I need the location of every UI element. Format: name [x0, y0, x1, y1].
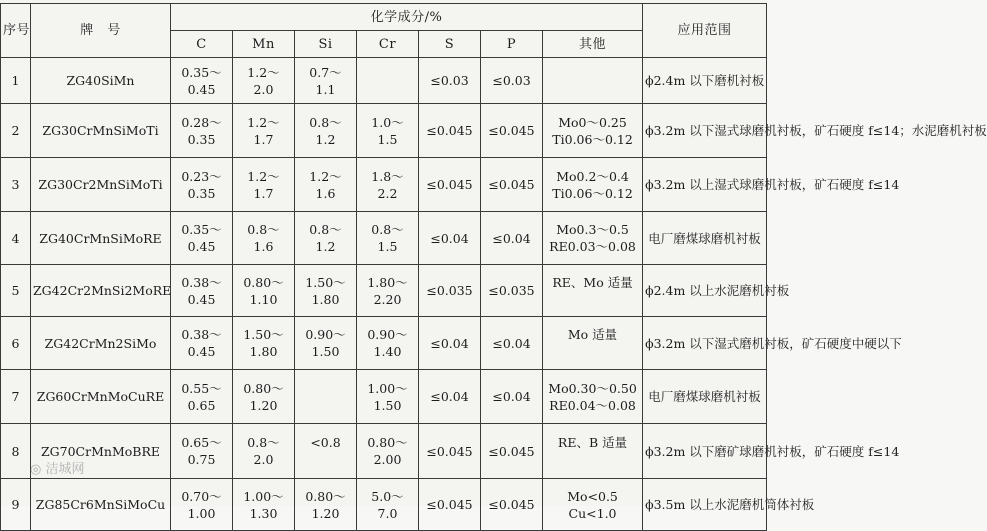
table-row [1, 265, 767, 317]
si-cell-line: <0.8 [310, 435, 341, 450]
mn-cell-line: 0.80～ [243, 274, 284, 290]
grade-cell: ZG40SiMn [31, 58, 171, 104]
si-cell-line: 0.8～ [309, 114, 342, 130]
c-cell [171, 370, 233, 424]
cr-cell-line: 1.40 [373, 344, 402, 359]
header-row-1 [1, 4, 767, 31]
other-cell-line [545, 343, 640, 360]
other-cell [543, 58, 643, 104]
other-cell-line [545, 291, 640, 308]
table-row [1, 58, 767, 104]
cr-cell-line: 0.80～ [367, 435, 408, 450]
si-cell [295, 158, 357, 212]
other-cell-line: RE、B 适量 [557, 435, 628, 450]
mn-cell-line: 1.80 [249, 344, 278, 359]
p-cell: ≤0.035 [481, 265, 543, 317]
alloy-composition-table [0, 3, 987, 531]
s-cell: ≤0.04 [419, 212, 481, 265]
cr-cell-line: 1.80～ [367, 274, 408, 290]
si-cell [295, 212, 357, 265]
si-cell-line: 1.2～ [309, 168, 342, 184]
cr-cell [357, 104, 419, 158]
header-chemical-composition: 化学成分/% [171, 4, 643, 31]
si-cell-line: 0.7～ [309, 64, 342, 80]
c-cell-line: 0.70～ [181, 488, 222, 504]
si-cell [295, 317, 357, 370]
grade-cell: ZG42CrMn2SiMo [31, 317, 171, 370]
other-cell-line: Cu<1.0 [568, 505, 617, 521]
c-cell-line: 0.45 [187, 239, 216, 254]
cr-cell-line: 2.20 [373, 291, 402, 307]
c-cell [171, 317, 233, 370]
other-cell [543, 370, 643, 424]
other-cell-line: Mo0.3～0.5 [556, 222, 629, 237]
application-cell: ϕ3.2m 以上湿式球磨机衬板，矿石硬度 f≤14 [643, 158, 767, 212]
s-cell: ≤0.045 [419, 424, 481, 479]
s-cell: ≤0.045 [419, 479, 481, 531]
c-cell-line: 0.28～ [181, 114, 222, 130]
row-index: 8 [1, 424, 31, 479]
grade-cell: ZG70CrMnMoBRE [31, 424, 171, 479]
other-cell-line [545, 64, 640, 81]
mn-cell-line: 2.0 [253, 452, 274, 467]
table-row [1, 317, 767, 370]
cr-cell-line: 1.50 [373, 397, 402, 413]
mn-cell-line: 1.30 [249, 505, 278, 521]
c-cell-line: 0.75 [187, 452, 216, 467]
cr-cell-line [359, 81, 416, 98]
c-cell-line: 0.45 [187, 81, 216, 97]
cr-cell-line: 2.00 [373, 452, 402, 467]
other-cell [543, 104, 643, 158]
c-cell-line: 0.65～ [181, 435, 222, 450]
mn-cell-line: 1.7 [253, 185, 274, 201]
p-cell: ≤0.04 [481, 212, 543, 265]
application-cell: ϕ3.2m 以下湿式球磨机衬板，矿石硬度 f≤14；水泥磨机衬板 [643, 104, 767, 158]
header-si: Si [295, 31, 357, 58]
cr-cell [357, 212, 419, 265]
table-row [1, 104, 767, 158]
header-c: C [171, 31, 233, 58]
c-cell [171, 58, 233, 104]
si-cell-line: 1.20 [311, 505, 340, 521]
other-cell [543, 424, 643, 479]
header-mn: Mn [233, 31, 295, 58]
cr-cell-line: 1.5 [377, 131, 398, 147]
mn-cell [233, 104, 295, 158]
mn-cell [233, 158, 295, 212]
si-cell-line [297, 451, 354, 468]
cr-cell [357, 424, 419, 479]
other-cell-line: Ti0.06～0.12 [552, 185, 633, 201]
other-cell-line: RE0.03～0.08 [549, 239, 636, 254]
other-cell-line: Mo 适量 [567, 327, 618, 342]
si-cell-line: 0.8～ [309, 222, 342, 237]
c-cell [171, 479, 233, 531]
table-row [1, 424, 767, 479]
mn-cell-line: 1.7 [253, 131, 274, 147]
mn-cell-line: 0.80～ [243, 380, 284, 396]
cr-cell-line: 5.0～ [371, 488, 404, 504]
s-cell: ≤0.035 [419, 265, 481, 317]
si-cell-line: 1.2 [315, 131, 336, 147]
c-cell-line: 0.35～ [181, 64, 222, 80]
other-cell-line: Mo0.2～0.4 [556, 168, 629, 184]
c-cell [171, 104, 233, 158]
p-cell: ≤0.03 [481, 58, 543, 104]
cr-cell [357, 479, 419, 531]
c-cell-line: 0.23～ [181, 168, 222, 184]
mn-cell-line: 1.00～ [243, 488, 284, 504]
application-cell: 电厂磨煤球磨机衬板 [643, 212, 767, 265]
row-index: 2 [1, 104, 31, 158]
si-cell [295, 424, 357, 479]
mn-cell-line: 1.20 [249, 397, 278, 413]
si-cell [295, 479, 357, 531]
mn-cell-line: 1.2～ [247, 168, 280, 184]
grade-cell: ZG40CrMnSiMoRE [31, 212, 171, 265]
c-cell-line: 0.38～ [181, 274, 222, 290]
cr-cell [357, 370, 419, 424]
header-p: P [481, 31, 543, 58]
row-index: 5 [1, 265, 31, 317]
p-cell: ≤0.045 [481, 424, 543, 479]
mn-cell [233, 265, 295, 317]
c-cell-line: 0.35～ [181, 222, 222, 237]
s-cell: ≤0.03 [419, 58, 481, 104]
other-cell-line: Ti0.06～0.12 [552, 131, 633, 147]
si-cell-line: 1.80 [311, 291, 340, 307]
p-cell: ≤0.045 [481, 479, 543, 531]
grade-cell: ZG60CrMnMoCuRE [31, 370, 171, 424]
other-cell-line: Mo0～0.25 [558, 114, 627, 130]
header-cr: Cr [357, 31, 419, 58]
mn-cell [233, 58, 295, 104]
table-row [1, 212, 767, 265]
si-cell-line [297, 397, 354, 414]
application-cell: ϕ3.5m 以上水泥磨机筒体衬板 [643, 479, 767, 531]
application-cell: ϕ3.2m 以下磨矿球磨机衬板，矿石硬度 f≤14 [643, 424, 767, 479]
cr-cell-line: 2.2 [377, 185, 398, 201]
mn-cell [233, 370, 295, 424]
application-cell: ϕ3.2m 以下湿式磨机衬板，矿石硬度中硬以下 [643, 317, 767, 370]
c-cell [171, 158, 233, 212]
si-cell-line: 1.6 [315, 185, 336, 201]
s-cell: ≤0.045 [419, 104, 481, 158]
grade-cell: ZG30CrMnSiMoTi [31, 104, 171, 158]
cr-cell [357, 158, 419, 212]
si-cell-line [297, 380, 354, 397]
mn-cell-line: 1.10 [249, 291, 278, 307]
header-index: 序号 [1, 4, 31, 58]
c-cell-line: 0.55～ [181, 380, 222, 396]
mn-cell-line: 0.8～ [247, 222, 280, 237]
other-cell [543, 158, 643, 212]
p-cell: ≤0.045 [481, 158, 543, 212]
header-grade: 牌 号 [31, 4, 171, 58]
row-index: 9 [1, 479, 31, 531]
p-cell: ≤0.04 [481, 370, 543, 424]
cr-cell-line: 1.00～ [367, 380, 408, 396]
cr-cell-line: 1.5 [377, 239, 398, 254]
header-s: S [419, 31, 481, 58]
cr-cell-line: 7.0 [377, 505, 398, 521]
si-cell [295, 104, 357, 158]
table-row [1, 158, 767, 212]
mn-cell-line: 1.2～ [247, 114, 280, 130]
mn-cell-line: 2.0 [253, 81, 274, 97]
other-cell-line: Mo<0.5 [567, 488, 618, 504]
s-cell: ≤0.045 [419, 158, 481, 212]
application-cell: ϕ2.4m 以下磨机衬板 [643, 58, 767, 104]
other-cell-line: RE0.04～0.08 [549, 397, 636, 413]
row-index: 4 [1, 212, 31, 265]
other-cell [543, 317, 643, 370]
application-cell: ϕ2.4m 以上水泥磨机衬板 [643, 265, 767, 317]
mn-cell-line: 1.6 [253, 239, 274, 254]
other-cell [543, 265, 643, 317]
c-cell-line: 0.38～ [181, 327, 222, 342]
other-cell-line [545, 451, 640, 468]
mn-cell [233, 317, 295, 370]
row-index: 7 [1, 370, 31, 424]
cr-cell [357, 317, 419, 370]
table-row [1, 479, 767, 531]
grade-cell: ZG30Cr2MnSiMoTi [31, 158, 171, 212]
c-cell-line: 0.35 [187, 185, 216, 201]
c-cell-line: 0.45 [187, 344, 216, 359]
si-cell [295, 265, 357, 317]
s-cell: ≤0.04 [419, 370, 481, 424]
other-cell [543, 479, 643, 531]
c-cell-line: 0.45 [187, 291, 216, 307]
table-body [1, 58, 987, 531]
mn-cell-line: 0.8～ [247, 435, 280, 450]
cr-cell [357, 58, 419, 104]
grade-cell: ZG42Cr2MnSi2MoRE [31, 265, 171, 317]
cr-cell-line: 1.0～ [371, 114, 404, 130]
cr-cell-line: 0.90～ [367, 327, 408, 342]
c-cell [171, 424, 233, 479]
cr-cell-line: 0.8～ [371, 222, 404, 237]
c-cell-line: 0.35 [187, 131, 216, 147]
c-cell [171, 212, 233, 265]
si-cell-line: 1.50 [311, 344, 340, 359]
cr-cell-line: 1.8～ [371, 168, 404, 184]
header-application: 应用范围 [643, 4, 767, 58]
row-index: 3 [1, 158, 31, 212]
si-cell-line: 1.50～ [305, 274, 346, 290]
other-cell-line [545, 81, 640, 98]
si-cell-line: 0.90～ [305, 327, 346, 342]
other-cell [543, 212, 643, 265]
other-cell-line: RE、Mo 适量 [552, 274, 633, 290]
table-row [1, 370, 767, 424]
watermark-logo: ◎ 洁城网 [30, 462, 85, 477]
si-cell [295, 370, 357, 424]
header-other: 其他 [543, 31, 643, 58]
si-cell [295, 58, 357, 104]
mn-cell-line: 1.50～ [243, 327, 284, 342]
p-cell: ≤0.045 [481, 104, 543, 158]
grade-cell: ZG85Cr6MnSiMoCu [31, 479, 171, 531]
mn-cell [233, 212, 295, 265]
mn-cell [233, 479, 295, 531]
si-cell-line: 0.80～ [305, 488, 346, 504]
row-index: 1 [1, 58, 31, 104]
c-cell [171, 265, 233, 317]
row-index: 6 [1, 317, 31, 370]
si-cell-line: 1.1 [315, 81, 336, 97]
cr-cell-line [359, 64, 416, 81]
p-cell: ≤0.04 [481, 317, 543, 370]
other-cell-line: Mo0.30～0.50 [548, 380, 637, 396]
application-cell: 电厂磨煤球磨机衬板 [643, 370, 767, 424]
mn-cell-line: 1.2～ [247, 64, 280, 80]
cr-cell [357, 265, 419, 317]
s-cell: ≤0.04 [419, 317, 481, 370]
mn-cell [233, 424, 295, 479]
si-cell-line: 1.2 [315, 239, 336, 254]
c-cell-line: 0.65 [187, 397, 216, 413]
c-cell-line: 1.00 [187, 505, 216, 521]
